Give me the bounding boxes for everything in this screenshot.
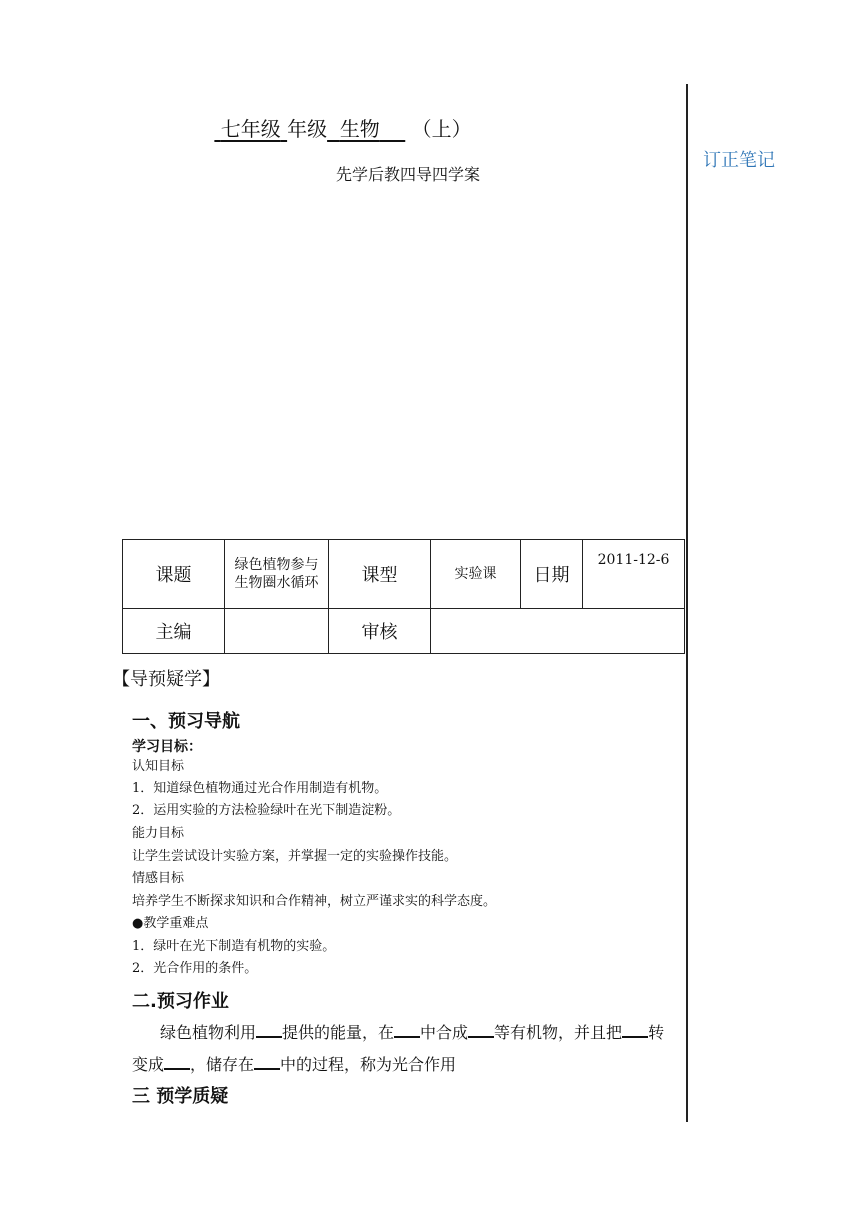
goals-heading: 学习目标： xyxy=(132,739,202,755)
type-label: 课型 xyxy=(329,540,431,609)
list-item: 能力目标 xyxy=(132,826,185,841)
page-subtitle: 先学后教四导四学案 xyxy=(335,165,480,184)
table-row xyxy=(123,609,685,654)
editor-label: 主编 xyxy=(123,609,225,654)
grade-value: 七年级 xyxy=(220,117,281,141)
homework-heading: 二.预习作业 xyxy=(132,991,229,1012)
subject-value: 生物 xyxy=(339,117,380,141)
reviewer-value[interactable] xyxy=(431,609,685,654)
list-item: 让学生尝试设计实验方案，并掌握一定的实验操作技能。 xyxy=(132,849,458,864)
list-item: 2．光合作用的条件。 xyxy=(132,961,258,976)
section-heading: 【导预疑学】 xyxy=(112,669,220,690)
answer-blank[interactable] xyxy=(256,1022,282,1038)
answer-blank[interactable] xyxy=(164,1054,190,1070)
volume-label: （上） xyxy=(411,117,472,141)
table-row xyxy=(123,540,685,609)
homework-line-1: 绿色植物利用 提供的能量，在 中合成 等有机物，并且把 转 xyxy=(160,1023,665,1042)
margin-divider xyxy=(686,84,688,1122)
list-item: ●教学重难点 xyxy=(132,916,209,931)
answer-blank[interactable] xyxy=(394,1022,420,1038)
list-item: 培养学生不断探求知识和合作精神，树立严谨求实的科学态度。 xyxy=(132,894,497,909)
grade-suffix: 年级 xyxy=(287,117,328,141)
correction-notes-label: 订正笔记 xyxy=(703,150,775,171)
list-item: 情感目标 xyxy=(132,871,185,886)
answer-blank[interactable] xyxy=(254,1054,280,1070)
topic-value: 绿色植物参与生物圈水循环 xyxy=(225,540,329,609)
lesson-info-table xyxy=(122,539,685,654)
date-value: 2011-12-6 xyxy=(583,540,685,609)
editor-value[interactable] xyxy=(225,609,329,654)
type-value: 实验课 xyxy=(431,540,521,609)
topic-label: 课题 xyxy=(123,540,225,609)
preview-heading: 一、预习导航 xyxy=(132,711,240,732)
list-item: 2．运用实验的方法检验绿叶在光下制造淀粉。 xyxy=(132,803,401,818)
list-item: 1．知道绿色植物通过光合作用制造有机物。 xyxy=(132,781,388,796)
date-label: 日期 xyxy=(521,540,583,609)
reviewer-label: 审核 xyxy=(329,609,431,654)
answer-blank[interactable] xyxy=(622,1022,648,1038)
list-item: 认知目标 xyxy=(132,759,185,774)
questions-heading: 三 预学质疑 xyxy=(132,1086,229,1107)
page-title xyxy=(0,113,686,142)
homework-line-2: 变成 ，储存在 中的过程，称为光合作用 xyxy=(132,1055,457,1074)
answer-blank[interactable] xyxy=(468,1022,494,1038)
list-item: 1．绿叶在光下制造有机物的实验。 xyxy=(132,939,336,954)
